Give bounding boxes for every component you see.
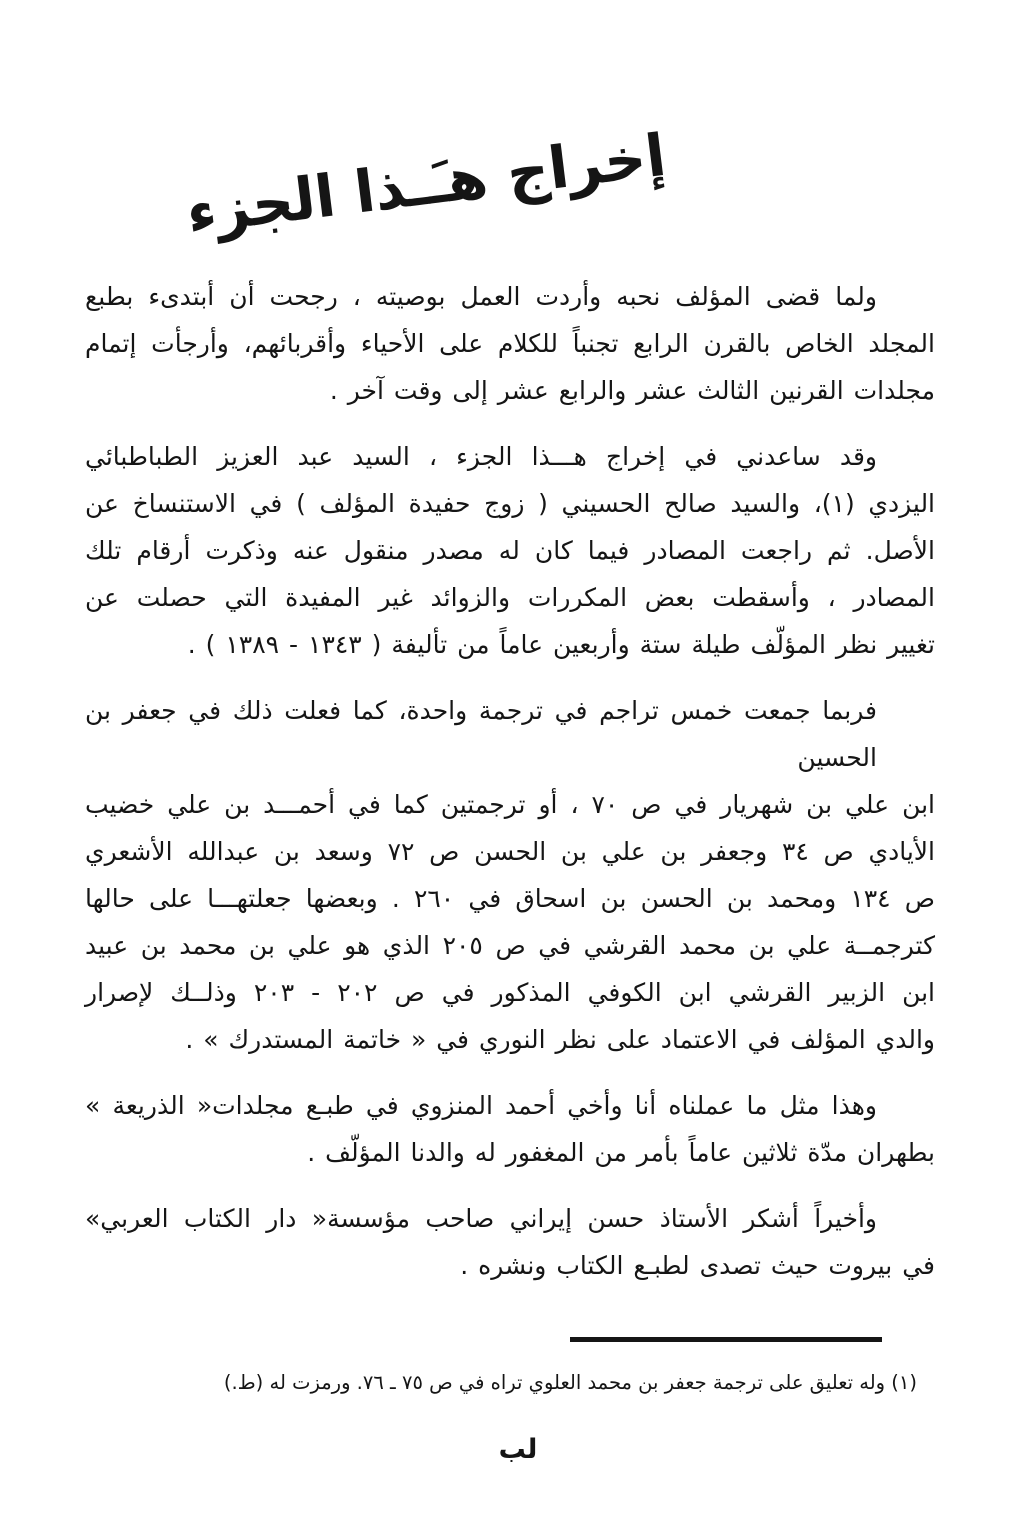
text-line: اليزدي (١)، والسيد صالح الحسيني ( زوج حفيدة المؤلف ) في الاستنساخ عن — [85, 489, 936, 518]
paragraph — [85, 1195, 935, 1289]
paragraph — [85, 687, 935, 1063]
text-line: في بيروت حيث تصدى لطبـع الكتاب ونشره . — [460, 1251, 935, 1280]
text-block — [0, 120, 1010, 1465]
text-line: كترجمــة علي بن محمد القرشي في ص ٢٠٥ الذي هو علي بن محمد بن عبيد — [85, 931, 935, 960]
chapter-title-calligraphy: إخراج هـَـذا الجزء — [182, 120, 670, 248]
text-line: مجلدات القرنين الثالث عشر والرابع عشر إلى وقت آخر . — [329, 376, 935, 405]
text-line: وقد ساعدني في إخراج هـــذا الجزء ، السيد عبد العزيز الطباطبائي — [85, 442, 877, 471]
page-number: لب — [498, 1434, 538, 1465]
text-line: المجلد الخاص بالقرن الرابع تجنباً للكلام على الأحياء وأقربائهم، وأرجأت إتمام — [85, 329, 935, 358]
paragraph — [85, 273, 935, 414]
chapter-title-block — [85, 120, 935, 248]
paragraphs — [85, 273, 935, 1289]
paragraph — [85, 1082, 935, 1176]
paragraph — [85, 433, 935, 668]
text-line: المصادر ، وأسقطت بعض المكررات والزوائد غير المفيدة التي حصلت عن — [85, 583, 935, 612]
text-line: ص ١٣٤ ومحمد بن الحسن بن اسحاق في ٢٦٠ . وبعضها جعلتهـــا على حالها — [85, 884, 936, 913]
text-line: وأخيراً أشكر الأستاذ حسن إيراني صاحب مؤسسة« دار الكتاب العربي» — [85, 1204, 877, 1233]
body-text — [85, 273, 935, 1289]
text-line: فربما جمعت خمس تراجم في ترجمة واحدة، كما فعلت ذلك في جعفر بن الحسين — [85, 696, 877, 772]
footnote-text: (١) وله تعليق على ترجمة جعفر بن محمد العلوي تراه في ص ٧٥ ـ ٧٦. ورمزت له (ط.) — [223, 1371, 917, 1394]
footnote-separator — [570, 1337, 882, 1342]
text-line: تغيير نظر المؤلّف طيلة ستة وأربعين عاماً من تأليفة ( ١٣٤٣ - ١٣٨٩ ) . — [187, 630, 935, 659]
text-line: الأيادي ص ٣٤ وجعفر بن علي بن الحسن ص ٧٢ وسعد بن عبدالله الأشعري — [85, 837, 935, 866]
text-line: ابن علي بن شهريار في ص ٧٠ ، أو ترجمتين كما في أحمـــد بن علي خضيب — [85, 790, 935, 819]
text-line: ولما قضى المؤلف نحبه وأردت العمل بوصيته ، رجحت أن أبتدىء بطبع — [85, 282, 877, 311]
text-line: ابن الزبير القرشي ابن الكوفي المذكور في ص ٢٠٢ - ٢٠٣ وذلــك لإصرار — [85, 978, 935, 1007]
text-line: الأصل. ثم راجعت المصادر فيما كان له مصدر منقول عنه وذكرت أرقام تلك — [85, 536, 935, 565]
text-line: والدي المؤلف في الاعتماد على نظر النوري في « خاتمة المستدرك » . — [185, 1025, 935, 1054]
text-line: بطهران مدّة ثلاثين عاماً بأمر من المغفور له والدنا المؤلّف . — [307, 1138, 935, 1167]
text-line: وهذا مثل ما عملناه أنا وأخي أحمد المنزوي في طبـع مجلدات« الذريعة » — [85, 1091, 877, 1120]
